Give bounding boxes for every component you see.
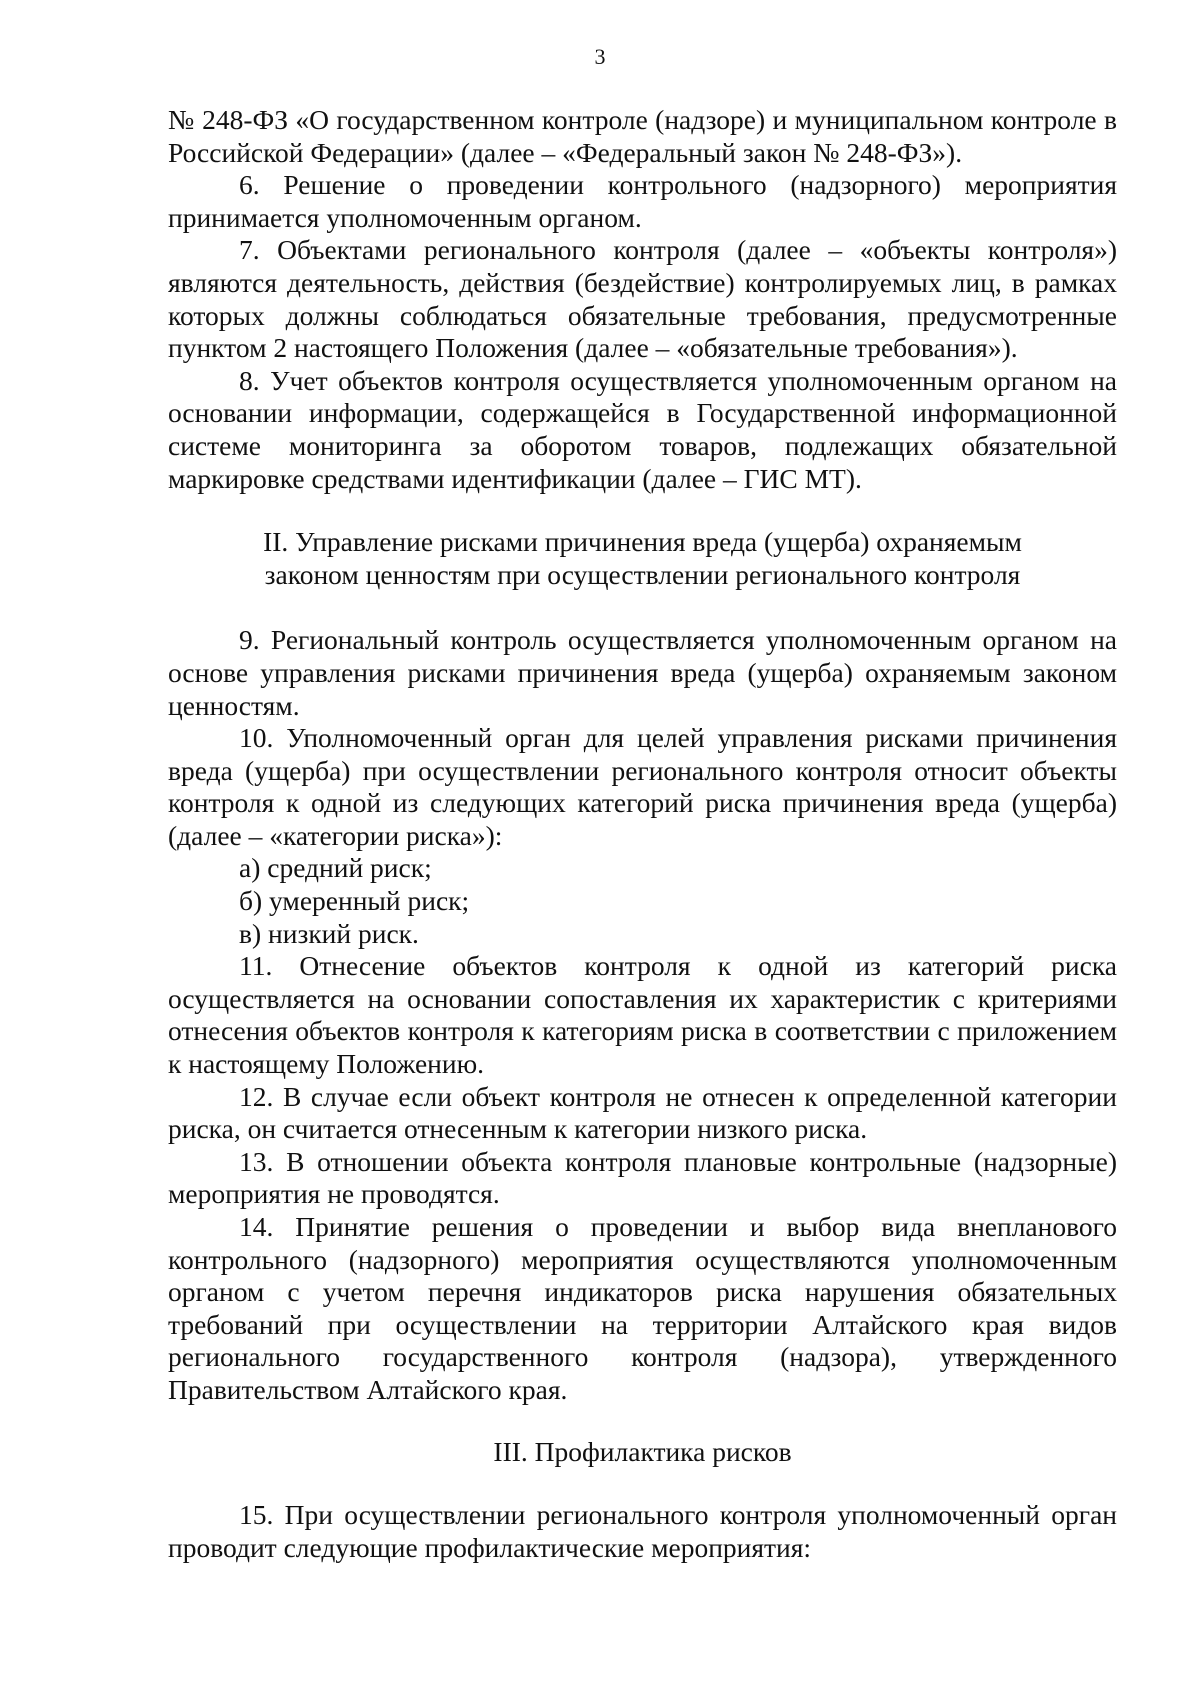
- section-heading-2: II. Управление рисками причинения вреда (ущерба) охраняемым законом ценностям при осуществлении регионального контроля: [263, 526, 1022, 590]
- document-body: [168, 104, 1117, 1564]
- paragraph-6: 6. Решение о проведении контрольного (надзорного) мероприятия принимается уполномоченным органом.: [168, 169, 1117, 233]
- paragraph-continuation: № 248-ФЗ «О государственном контроле (надзоре) и муниципальном контроле в Российской Федерации» (далее – «Федеральный закон № 248-ФЗ»).: [168, 104, 1117, 168]
- paragraph-9: 9. Региональный контроль осуществляется уполномоченным органом на основе управления рисками причинения вреда (ущерба) охраняемым законом ценностям.: [168, 624, 1117, 721]
- paragraph-8: 8. Учет объектов контроля осуществляется уполномоченным органом на основании информации, содержащейся в Государственной информационной системе мониторинга за оборотом товаров, подлежащих обязательной маркировке средствами идентификации (далее – ГИС МТ).: [168, 364, 1117, 494]
- paragraph-14: 14. Принятие решения о проведении и выбор вида внепланового контрольного (надзорного) мероприятия осуществляются уполномоченным органом с учетом перечня индикаторов риска нарушения обязательных требований при осуществлении на территории Алтайского края видов регионального государственного контроля (надзора), утвержденного Правительством Алтайского края.: [168, 1211, 1117, 1405]
- list-item-a: а) средний риск;: [239, 852, 432, 884]
- page-number: 3: [594, 44, 606, 69]
- paragraph-15: 15. При осуществлении регионального контроля уполномоченный орган проводит следующие профилактические мероприятия:: [168, 1499, 1117, 1563]
- paragraph-13: 13. В отношении объекта контроля плановые контрольные (надзорные) мероприятия не проводятся.: [168, 1145, 1117, 1210]
- paragraph-11: 11. Отнесение объектов контроля к одной из категорий риска осуществляется на основании сопоставления их характеристик с критериями отнесения объектов контроля к категориям риска в соответствии с приложением к настоящему Положению.: [168, 950, 1117, 1080]
- paragraph-7: 7. Объектами регионального контроля (далее – «объекты контроля») являются деятельность, действия (бездействие) контролируемых лиц, в рамках которых должны соблюдаться обязательные требования, предусмотренные пунктом 2 настоящего Положения (далее – «обязательные требования»).: [168, 234, 1117, 364]
- paragraph-10: 10. Уполномоченный орган для целей управления рисками причинения вреда (ущерба) при осуществлении регионального контроля относит объекты контроля к одной из следующих категорий риска причинения вреда (ущерба) (далее – «категории риска»):: [168, 722, 1117, 851]
- paragraph-12: 12. В случае если объект контроля не отнесен к определенной категории риска, он считается отнесенным к категории низкого риска.: [168, 1080, 1117, 1145]
- list-item-b: б) умеренный риск;: [239, 885, 470, 917]
- section-heading-3: III. Профилактика рисков: [493, 1435, 792, 1467]
- list-item-v: в) низкий риск.: [239, 917, 419, 949]
